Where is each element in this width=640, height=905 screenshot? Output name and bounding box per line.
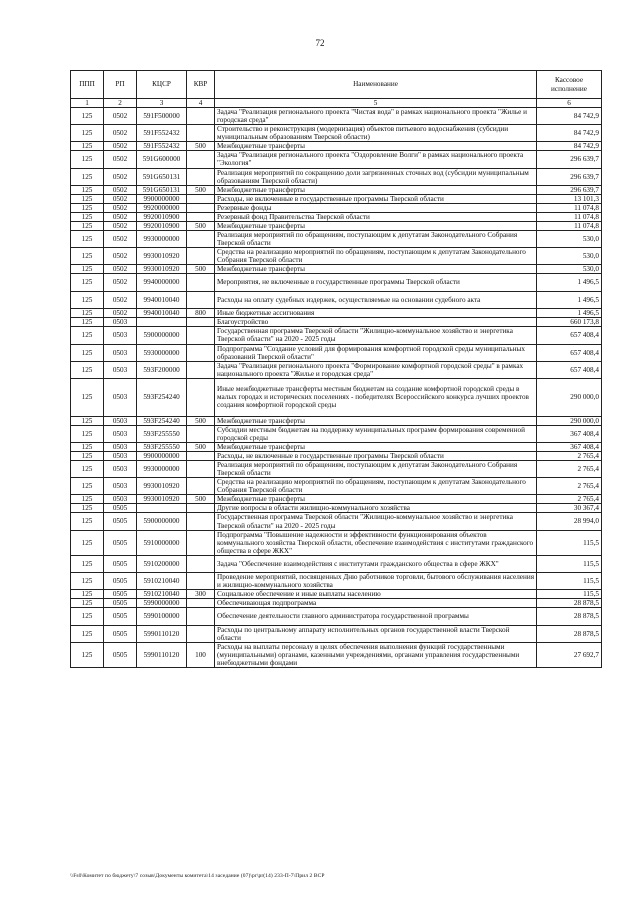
cell-rp: 0503 [104,478,137,495]
column-number: 3 [137,99,187,108]
table-row [71,416,602,425]
table-row [71,203,602,212]
cell-rp: 0503 [104,327,137,344]
table-row [71,265,602,274]
cell-kvr [187,378,215,416]
table-row [71,555,602,572]
cell-kvr [187,212,215,221]
cell-rp: 0502 [104,230,137,247]
cell-name: Субсидии местным бюджетам на поддержку муниципальных программ формирования современной городской среды [215,425,537,442]
cell-name: Обеспечение деятельности главного администратора государственной программы [215,608,537,626]
cell-ppp: 125 [71,248,104,265]
cell-kcsr: 9920000000 [137,203,187,212]
cell-rp: 0503 [104,442,137,451]
cell-rp: 0505 [104,572,137,589]
cell-rp: 0505 [104,643,137,668]
cell-ppp: 125 [71,265,104,274]
cell-amount: 660 173,8 [537,318,602,327]
cell-kcsr: 5910210040 [137,589,187,598]
table-row [71,513,602,530]
table-row [71,151,602,168]
column-number: 1 [71,99,104,108]
cell-amount: 27 692,7 [537,643,602,668]
column-header-amount: Кассовое исполнение [537,71,602,99]
cell-ppp: 125 [71,425,104,442]
cell-name: Межбюджетные трансферты [215,442,537,451]
cell-rp: 0502 [104,274,137,292]
cell-kvr [187,608,215,626]
cell-name: Строительство и реконструкция (модернизация) объектов питьевого водоснабжения (субсидии муниципальным образованиям Тверской области) [215,125,537,142]
cell-kvr [187,555,215,572]
column-header-ppp: ППП [71,71,104,99]
cell-ppp: 125 [71,203,104,212]
cell-rp: 0502 [104,265,137,274]
cell-kvr [187,478,215,495]
cell-amount: 84 742,9 [537,125,602,142]
table-body [71,108,602,668]
cell-kcsr: 9920010900 [137,221,187,230]
cell-amount: 28 878,5 [537,598,602,607]
cell-amount: 84 742,9 [537,142,602,151]
table-row [71,361,602,378]
cell-name: Иные межбюджетные трансферты местным бюджетам на создание комфортной городской среды в малых городах и исторических поселениях - победителях Всероссийского конкурса лучших проектов создания комфортной городской среды [215,378,537,416]
cell-ppp: 125 [71,185,104,194]
cell-kvr: 500 [187,221,215,230]
table-row [71,425,602,442]
cell-rp: 0505 [104,625,137,643]
cell-kcsr: 9940010040 [137,291,187,309]
cell-kvr [187,425,215,442]
cell-name: Реализация мероприятий по сокращению доли загрязненных сточных вод (субсидии муниципальным образованиям Тверской области) [215,168,537,185]
cell-kvr: 500 [187,416,215,425]
cell-rp: 0505 [104,589,137,598]
cell-amount: 367 408,4 [537,425,602,442]
cell-amount: 2 765,4 [537,452,602,461]
cell-rp: 0502 [104,212,137,221]
column-header-kcsr: КЦСР [137,71,187,99]
footer-file-path: \\Fs0\Комитет по бюджету\7 созыв\Документы комитета\14 заседание (07)\pr\pr(14) 233-П-7\Прил 2 ВСР [70,873,325,879]
cell-name: Подпрограмма "Создание условий для формирования комфортной городской среды муниципальных образований Тверской области" [215,344,537,361]
cell-name: Межбюджетные трансферты [215,221,537,230]
cell-amount: 1 496,5 [537,291,602,309]
cell-kcsr: 9930010920 [137,248,187,265]
cell-name: Межбюджетные трансферты [215,185,537,194]
cell-amount: 296 639,7 [537,151,602,168]
cell-kcsr: 591F552432 [137,125,187,142]
column-number: 4 [187,99,215,108]
cell-name: Расходы на выплаты персоналу в целях обеспечения выполнения функций государственными (муниципальными) органами, казенными учреждениями, органами управления государственными внебюджетными фондами [215,643,537,668]
cell-amount: 115,5 [537,555,602,572]
cell-kcsr: 593F254240 [137,416,187,425]
cell-kvr [187,513,215,530]
table-row [71,291,602,309]
cell-kcsr: 591F552432 [137,142,187,151]
cell-amount: 530,0 [537,230,602,247]
cell-ppp: 125 [71,309,104,318]
cell-kvr: 300 [187,589,215,598]
cell-rp: 0505 [104,530,137,555]
cell-rp: 0505 [104,598,137,607]
cell-ppp: 125 [71,344,104,361]
cell-rp: 0502 [104,168,137,185]
cell-ppp: 125 [71,643,104,668]
cell-rp: 0502 [104,185,137,194]
cell-amount: 115,5 [537,589,602,598]
cell-kvr [187,168,215,185]
cell-ppp: 125 [71,504,104,513]
cell-amount: 657 408,4 [537,361,602,378]
cell-name: Реализация мероприятий по обращениям, поступающим к депутатам Законодательного Собрания Тверской области [215,461,537,478]
cell-name: Расходы, не включенные в государственные программы Тверской области [215,452,537,461]
cell-name: Расходы на оплату судебных издержек, осуществляемые на основании судебного акта [215,291,537,309]
cell-amount: 1 496,5 [537,309,602,318]
cell-amount: 84 742,9 [537,108,602,125]
cell-kcsr [137,318,187,327]
table-row [71,608,602,626]
cell-rp: 0502 [104,309,137,318]
cell-ppp: 125 [71,589,104,598]
cell-name: Межбюджетные трансферты [215,142,537,151]
table-row [71,478,602,495]
table-row [71,442,602,451]
cell-amount: 115,5 [537,572,602,589]
cell-kcsr: 591G650131 [137,168,187,185]
cell-kcsr: 593F255550 [137,425,187,442]
cell-ppp: 125 [71,478,104,495]
cell-amount: 530,0 [537,248,602,265]
cell-rp: 0505 [104,555,137,572]
cell-ppp: 125 [71,530,104,555]
cell-kcsr [137,504,187,513]
cell-amount: 28 878,5 [537,625,602,643]
column-header-kvr: КВР [187,71,215,99]
cell-rp: 0503 [104,452,137,461]
cell-kcsr: 9940010040 [137,309,187,318]
cell-name: Межбюджетные трансферты [215,416,537,425]
cell-ppp: 125 [71,125,104,142]
table-row [71,221,602,230]
column-number: 5 [215,99,537,108]
table-row [71,327,602,344]
cell-rp: 0502 [104,221,137,230]
cell-ppp: 125 [71,274,104,292]
cell-amount: 2 765,4 [537,495,602,504]
cell-kvr: 800 [187,309,215,318]
cell-rp: 0503 [104,318,137,327]
cell-amount: 290 000,0 [537,378,602,416]
cell-rp: 0505 [104,513,137,530]
cell-ppp: 125 [71,495,104,504]
cell-name: Иные бюджетные ассигнования [215,309,537,318]
cell-ppp: 125 [71,625,104,643]
cell-name: Резервные фонды [215,203,537,212]
cell-kvr [187,230,215,247]
cell-ppp: 125 [71,416,104,425]
cell-name: Средства на реализацию мероприятий по обращениям, поступающим к депутатам Законодательного Собрания Тверской области [215,248,537,265]
cell-amount: 657 408,4 [537,344,602,361]
cell-kcsr: 9920010900 [137,212,187,221]
cell-kcsr: 593F255550 [137,442,187,451]
table-row [71,495,602,504]
table-row [71,378,602,416]
cell-rp: 0502 [104,248,137,265]
cell-rp: 0502 [104,203,137,212]
cell-kvr [187,572,215,589]
table-row [71,230,602,247]
cell-rp: 0502 [104,108,137,125]
cell-kcsr: 5990110120 [137,643,187,668]
column-header-rp: РП [104,71,137,99]
table-row [71,625,602,643]
cell-rp: 0502 [104,194,137,203]
cell-name: Другие вопросы в области жилищно-коммунального хозяйства [215,504,537,513]
cell-rp: 0503 [104,461,137,478]
cell-ppp: 125 [71,151,104,168]
table-row [71,598,602,607]
cell-kvr [187,598,215,607]
cell-amount: 2 765,4 [537,478,602,495]
cell-kvr [187,194,215,203]
cell-amount: 530,0 [537,265,602,274]
cell-kcsr: 5990000000 [137,598,187,607]
cell-amount: 296 639,7 [537,168,602,185]
cell-kvr: 500 [187,185,215,194]
cell-kcsr: 9940000000 [137,274,187,292]
table-row [71,643,602,668]
table-row [71,309,602,318]
cell-rp: 0503 [104,344,137,361]
cell-ppp: 125 [71,221,104,230]
cell-amount: 11 074,8 [537,221,602,230]
cell-ppp: 125 [71,212,104,221]
cell-name: Межбюджетные трансферты [215,265,537,274]
budget-table [70,70,602,668]
cell-ppp: 125 [71,142,104,151]
cell-amount: 115,5 [537,530,602,555]
cell-kcsr: 9930010920 [137,265,187,274]
cell-amount: 2 765,4 [537,461,602,478]
table-row [71,274,602,292]
cell-ppp: 125 [71,378,104,416]
cell-ppp: 125 [71,555,104,572]
cell-kvr [187,248,215,265]
cell-name: Задача "Реализация регионального проекта "Чистая вода" в рамках национального проекта "Жилье и городская среда" [215,108,537,125]
cell-kvr [187,318,215,327]
cell-name: Расходы, не включенные в государственные программы Тверской области [215,194,537,203]
cell-ppp: 125 [71,327,104,344]
table-header-row [71,71,602,99]
cell-ppp: 125 [71,608,104,626]
column-number-row [71,99,602,108]
cell-kvr [187,452,215,461]
cell-kcsr: 5990110120 [137,625,187,643]
cell-amount: 13 101,3 [537,194,602,203]
cell-kvr [187,530,215,555]
cell-kvr [187,108,215,125]
cell-name: Обеспечивающая подпрограмма [215,598,537,607]
cell-name: Проведение мероприятий, посвященных Дню работников торговли, бытового обслуживания населения и жилищно-коммунального хозяйства [215,572,537,589]
cell-kcsr: 5990100000 [137,608,187,626]
cell-name: Резервный фонд Правительства Тверской области [215,212,537,221]
cell-amount: 30 367,4 [537,504,602,513]
table-row [71,461,602,478]
cell-name: Государственная программа Тверской области "Жилищно-коммунальное хозяйство и энергетика Тверской области" на 2020 - 2025 годы [215,513,537,530]
cell-rp: 0505 [104,504,137,513]
cell-name: Подпрограмма "Повышение надежности и эффективности функционирования объектов коммунального хозяйства Тверской области, обеспечение взаимодействия с институтами гражданского общества в сфере ЖКХ" [215,530,537,555]
cell-amount: 657 408,4 [537,327,602,344]
cell-ppp: 125 [71,291,104,309]
table-row [71,212,602,221]
cell-name: Реализация мероприятий по обращениям, поступающим к депутатам Законодательного Собрания Тверской области [215,230,537,247]
cell-kcsr: 5910210040 [137,572,187,589]
cell-kcsr: 591G650131 [137,185,187,194]
cell-kvr [187,504,215,513]
table-row [71,572,602,589]
cell-kcsr: 593F254240 [137,378,187,416]
cell-name: Задача "Обеспечение взаимодействия с институтами гражданского общества в сфере ЖКХ" [215,555,537,572]
cell-ppp: 125 [71,513,104,530]
table-row [71,504,602,513]
cell-kcsr: 5910000000 [137,530,187,555]
cell-name: Задача "Реализация регионального проекта "Оздоровление Волги" в рамках национального проекта "Экология" [215,151,537,168]
cell-ppp: 125 [71,442,104,451]
cell-kvr: 500 [187,495,215,504]
cell-ppp: 125 [71,461,104,478]
cell-rp: 0503 [104,361,137,378]
cell-ppp: 125 [71,572,104,589]
cell-kvr: 500 [187,442,215,451]
table-row [71,185,602,194]
cell-kcsr: 9930010920 [137,478,187,495]
column-number: 6 [537,99,602,108]
cell-amount: 1 496,5 [537,274,602,292]
table-row [71,125,602,142]
cell-kvr: 500 [187,265,215,274]
cell-name: Задача "Реализация регионального проекта "Формирование комфортной городской среды" в рамках национального проекта "Жилье и городская среда" [215,361,537,378]
cell-name: Мероприятия, не включенные в государственные программы Тверской области [215,274,537,292]
table-row [71,168,602,185]
page-number: 72 [315,38,325,48]
cell-kcsr: 591F500000 [137,108,187,125]
cell-kcsr: 9900000000 [137,452,187,461]
cell-amount: 11 074,8 [537,203,602,212]
cell-kvr: 500 [187,142,215,151]
cell-kvr [187,291,215,309]
table-row [71,452,602,461]
cell-amount: 28 878,5 [537,608,602,626]
table-row [71,530,602,555]
cell-name: Средства на реализацию мероприятий по обращениям, поступающим к депутатам Законодательного Собрания Тверской области [215,478,537,495]
cell-amount: 11 074,8 [537,212,602,221]
cell-name: Благоустройство [215,318,537,327]
cell-kvr [187,151,215,168]
cell-kvr [187,274,215,292]
cell-kvr [187,361,215,378]
cell-rp: 0502 [104,125,137,142]
cell-kvr: 100 [187,643,215,668]
cell-ppp: 125 [71,318,104,327]
cell-ppp: 125 [71,194,104,203]
cell-kcsr: 591G600000 [137,151,187,168]
cell-ppp: 125 [71,361,104,378]
cell-name: Социальное обеспечение и иные выплаты населению [215,589,537,598]
table-row [71,194,602,203]
cell-kcsr: 5900000000 [137,327,187,344]
cell-rp: 0503 [104,378,137,416]
cell-kvr [187,125,215,142]
cell-ppp: 125 [71,108,104,125]
cell-kcsr: 5930000000 [137,344,187,361]
table-row [71,142,602,151]
cell-ppp: 125 [71,452,104,461]
table-row [71,248,602,265]
cell-kcsr: 9930010920 [137,495,187,504]
cell-rp: 0502 [104,151,137,168]
table-row [71,318,602,327]
cell-kcsr: 5910200000 [137,555,187,572]
cell-ppp: 125 [71,168,104,185]
cell-kcsr: 5900000000 [137,513,187,530]
table-row [71,589,602,598]
cell-name: Государственная программа Тверской области "Жилищно-коммунальное хозяйство и энергетика Тверской области" на 2020 - 2025 годы [215,327,537,344]
cell-rp: 0503 [104,495,137,504]
column-header-name: Наименование [215,71,537,99]
table-row [71,108,602,125]
cell-amount: 28 994,0 [537,513,602,530]
cell-rp: 0502 [104,142,137,151]
cell-amount: 290 000,0 [537,416,602,425]
cell-kcsr: 9900000000 [137,194,187,203]
cell-rp: 0502 [104,291,137,309]
table-row [71,344,602,361]
cell-kvr [187,327,215,344]
cell-kcsr: 9930000000 [137,230,187,247]
cell-ppp: 125 [71,230,104,247]
column-number: 2 [104,99,137,108]
cell-rp: 0503 [104,416,137,425]
cell-kcsr: 593F200000 [137,361,187,378]
cell-kcsr: 9930000000 [137,461,187,478]
cell-kvr [187,461,215,478]
cell-rp: 0505 [104,608,137,626]
cell-kvr [187,344,215,361]
cell-name: Расходы по центральному аппарату исполнительных органов государственной власти Тверской области [215,625,537,643]
cell-ppp: 125 [71,598,104,607]
cell-name: Межбюджетные трансферты [215,495,537,504]
cell-kvr [187,203,215,212]
cell-amount: 296 639,7 [537,185,602,194]
cell-kvr [187,625,215,643]
cell-amount: 367 408,4 [537,442,602,451]
cell-rp: 0503 [104,425,137,442]
